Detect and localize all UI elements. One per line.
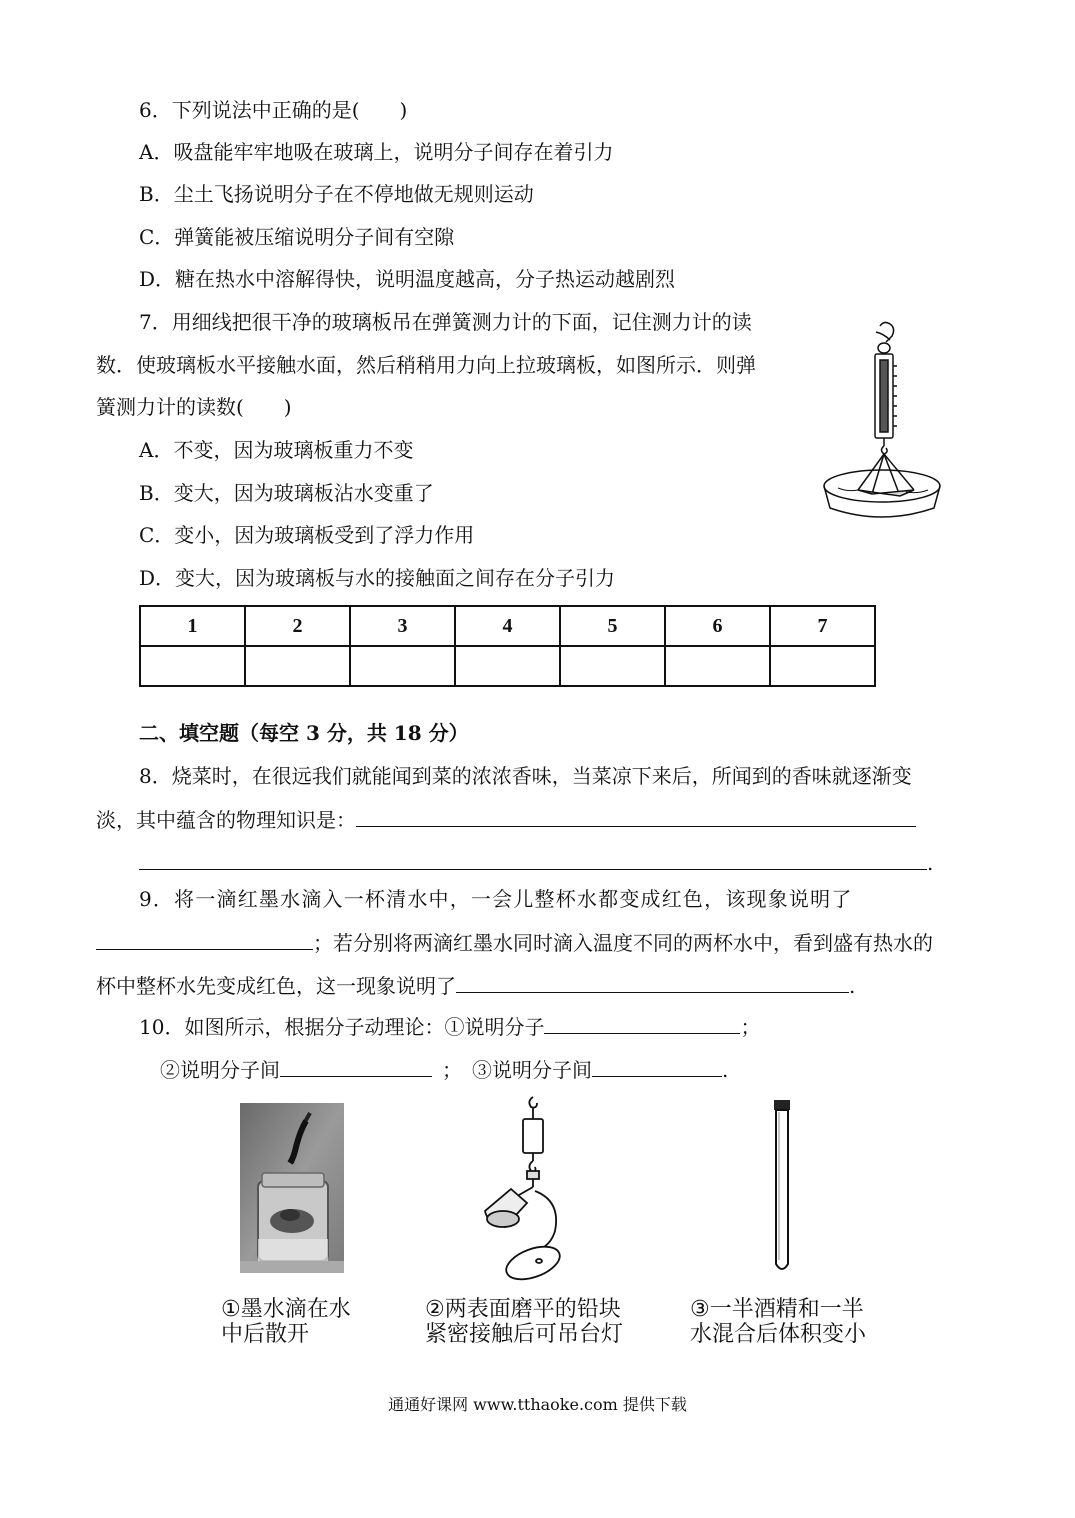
answer-cell[interactable] xyxy=(665,646,770,686)
q8-line3 xyxy=(139,849,933,876)
q7-stem-line3: 簧测力计的读数( ) xyxy=(96,395,292,419)
q7-stem-line2: 数．使玻璃板水平接触水面，然后稍稍用力向上拉玻璃板，如图所示．则弹 xyxy=(96,353,756,377)
q10-answer-blank-2[interactable] xyxy=(280,1056,432,1077)
spring-scale-glass-plate-figure xyxy=(822,318,972,523)
caption-1-line2: 中后散开 xyxy=(221,1322,310,1347)
answer-table-header: 5 xyxy=(560,606,665,646)
q9-line2-text: ；若分别将两滴红墨水同时滴入温度不同的两杯水中，看到盛有热水的 xyxy=(313,931,933,955)
q10-line2-a: ②说明分子间 xyxy=(160,1058,280,1082)
q6-option-b: B．尘土飞扬说明分子在不停地做无规则运动 xyxy=(139,182,534,206)
q9-line3-text: 杯中整杯水先变成红色，这一现象说明了 xyxy=(96,974,456,998)
q10-answer-blank-1[interactable] xyxy=(544,1013,740,1034)
answer-cell[interactable] xyxy=(455,646,560,686)
caption-3-line1: ③一半酒精和一半 xyxy=(690,1297,864,1322)
lead-blocks-desk-lamp-figure xyxy=(475,1095,585,1285)
caption-1-line1: ①墨水滴在水 xyxy=(221,1297,351,1322)
q10-line1-end: ； xyxy=(740,1015,761,1039)
section-title: 二、填空题（每空 3 分，共 18 分） xyxy=(139,721,469,745)
page-footer: 通通好课网 www.tthaoke.com 提供下载 xyxy=(388,1395,687,1414)
q10-line2 xyxy=(160,1056,728,1083)
q7-option-d: D．变大，因为玻璃板与水的接触面之间存在分子引力 xyxy=(139,566,616,590)
caption-2-line1: ②两表面磨平的铅块 xyxy=(425,1297,621,1322)
q10-line2-sep: ； xyxy=(442,1058,462,1082)
q9-line1: 9．将一滴红墨水滴入一杯清水中，一会儿整杯水都变成红色，该现象说明了 xyxy=(139,887,853,911)
q9-answer-blank-1[interactable] xyxy=(96,929,313,950)
answer-table-header: 4 xyxy=(455,606,560,646)
q8-end: . xyxy=(927,851,934,875)
answer-table-header: 6 xyxy=(665,606,770,646)
q8-line1: 8．烧菜时，在很远我们就能闻到菜的浓浓香味，当菜凉下来后，所闻到的香味就逐渐变 xyxy=(139,764,912,788)
q9-line3 xyxy=(96,972,855,999)
answer-table-header: 1 xyxy=(140,606,245,646)
q8-answer-blank-2[interactable] xyxy=(139,849,927,870)
answer-table-header: 7 xyxy=(770,606,875,646)
q7-option-b: B．变大，因为玻璃板沾水变重了 xyxy=(139,481,434,505)
test-tube-figure xyxy=(768,1098,798,1278)
q10-line2-b: ③说明分子间 xyxy=(472,1058,592,1082)
ink-drop-water-photo xyxy=(240,1103,344,1273)
q7-option-a: A．不变，因为玻璃板重力不变 xyxy=(139,438,414,462)
q6-stem: 6．下列说法中正确的是( ) xyxy=(139,98,408,122)
answer-cell[interactable] xyxy=(350,646,455,686)
caption-2-line2: 紧密接触后可吊台灯 xyxy=(425,1322,624,1347)
q9-line2 xyxy=(96,929,933,956)
q10-answer-blank-3[interactable] xyxy=(592,1056,722,1077)
caption-3-line2: 水混合后体积变小 xyxy=(690,1322,867,1347)
q9-end: . xyxy=(849,974,856,998)
q8-line2 xyxy=(96,806,916,833)
answer-table-header: 3 xyxy=(350,606,455,646)
answer-cell[interactable] xyxy=(770,646,875,686)
answer-table xyxy=(139,605,876,687)
q10-line1 xyxy=(139,1013,760,1040)
q8-answer-blank-1[interactable] xyxy=(356,806,916,827)
q6-option-d: D．糖在热水中溶解得快，说明温度越高，分子热运动越剧烈 xyxy=(139,267,676,291)
q7-option-c: C．变小，因为玻璃板受到了浮力作用 xyxy=(139,523,475,547)
answer-cell[interactable] xyxy=(560,646,665,686)
q8-line2-text: 淡，其中蕴含的物理知识是： xyxy=(96,808,356,832)
answer-table-header: 2 xyxy=(245,606,350,646)
q10-line1-text: 10．如图所示，根据分子动理论：①说明分子 xyxy=(139,1015,545,1039)
q6-option-c: C．弹簧能被压缩说明分子间有空隙 xyxy=(139,225,455,249)
answer-cell[interactable] xyxy=(245,646,350,686)
q9-answer-blank-2[interactable] xyxy=(456,972,849,993)
q6-option-a: A．吸盘能牢牢地吸在玻璃上，说明分子间存在着引力 xyxy=(139,140,614,164)
answer-cell[interactable] xyxy=(140,646,245,686)
q7-stem-line1: 7．用细线把很干净的玻璃板吊在弹簧测力计的下面，记住测力计的读 xyxy=(139,310,752,334)
q10-line2-end: . xyxy=(722,1058,729,1082)
